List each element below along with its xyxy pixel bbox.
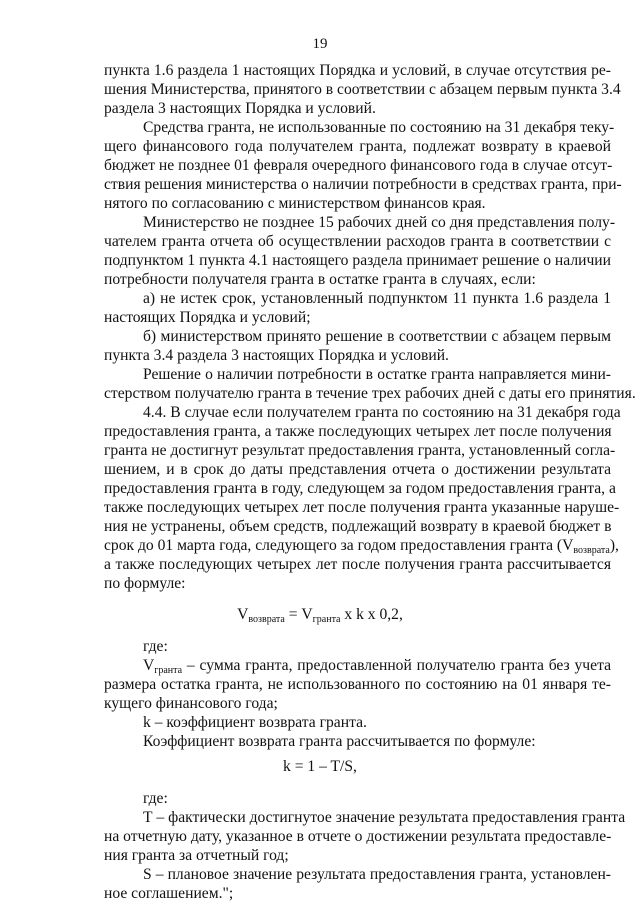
text-line: кущего финансового года; <box>104 695 278 712</box>
text-line: шения Министерства, принятого в соответствии с абзацем первым пункта 3.4 <box>104 81 621 98</box>
text-line: k – коэффициент возврата гранта. <box>143 714 367 731</box>
text-line: пункта 1.6 раздела 1 настоящих Порядка и условий, в случае отсутствия ре- <box>104 62 611 79</box>
text-line: гранта не достигнут результат предоставления гранта, установленный согла- <box>104 442 616 459</box>
text-line: бюджет не позднее 01 февраля очередного финансового года в случае отсут- <box>104 157 613 174</box>
text-line: размера остатка гранта, не использованного по состоянию на 01 января те- <box>104 676 611 693</box>
text-line: ное соглашением."; <box>104 885 234 902</box>
text-line: стерством получателю гранта в течение трех рабочих дней с даты его принятия. <box>104 385 636 402</box>
text-line: $V_{гранта}$ – сумма гранта, предоставленной получателю гранта без учета <box>143 657 611 676</box>
formula-coefficient: k = 1 – T/S, <box>283 758 357 775</box>
text-line: щего финансового года получателем гранта, подлежат возврату в краевой <box>104 138 611 155</box>
text-line: потребности получателя гранта в остатке гранта в случаях, если: <box>104 271 536 288</box>
text-line: также последующих четырех лет после получения гранта указанные наруше- <box>104 499 620 516</box>
text-line: ния не устранены, объем средств, подлежащий возврату в краевой бюджет в <box>104 518 612 535</box>
text-line: Министерство не позднее 15 рабочих дней со дня представления полу- <box>143 214 616 231</box>
text-line: ния гранта за отчетный год; <box>104 847 289 864</box>
text-line: раздела 3 настоящих Порядка и условий. <box>104 100 376 117</box>
text-line: шением, и в срок до даты представления отчета о достижении результата <box>104 461 611 478</box>
text-line: чателем гранта отчета об осуществлении расходов гранта в соответствии с <box>104 233 611 250</box>
text-line: настоящих Порядка и условий; <box>104 309 311 326</box>
text-line: срок до 01 марта года, следующего за годом предоставления гранта $(V_{возврата})$, <box>104 537 619 556</box>
text-line: подпунктом 1 пункта 4.1 настоящего раздела принимает решение о наличии <box>104 252 611 269</box>
text-line: б) министерством принято решение в соответствии с абзацем первым <box>143 328 611 345</box>
where-label: где: <box>143 638 168 655</box>
text-line: Коэффициент возврата гранта рассчитывается по формуле: <box>143 733 536 750</box>
text-line: S – плановое значение результата предоставления гранта, установлен- <box>143 866 611 883</box>
where-label: где: <box>143 790 168 807</box>
text-line: пункта 3.4 раздела 3 настоящих Порядка и условий. <box>104 347 449 364</box>
text-line: ствия решения министерства о наличии потребности в средствах гранта, при- <box>104 176 622 193</box>
text-line: Решение о наличии потребности в остатке гранта направляется мини- <box>143 366 611 383</box>
text-line: по формуле: <box>104 575 186 592</box>
text-line: 4.4. В случае если получателем гранта по состоянию на 31 декабря года <box>143 404 621 421</box>
text-line: предоставления гранта, а также последующих четырех лет после получения <box>104 423 612 440</box>
formula-return-volume: $V_{возврата} = V_{гранта}$ х k х 0,2, <box>237 606 403 625</box>
text-line: а) не истек срок, установленный подпунктом 11 пункта 1.6 раздела 1 <box>143 290 611 307</box>
text-line: нятого по согласованию с министерством финансов края. <box>104 195 486 212</box>
text-line: а также последующих четырех лет после получения гранта рассчитывается <box>104 556 611 573</box>
text-line: на отчетную дату, указанное в отчете о достижении результата предоставле- <box>104 828 612 845</box>
text-line: предоставления гранта в году, следующем за годом предоставления гранта, а <box>104 480 616 497</box>
text-line: Средства гранта, не использованные по состоянию на 31 декабря теку- <box>143 119 615 136</box>
text-line: Т – фактически достигнутое значение результата предоставления гранта <box>143 809 626 826</box>
page-number: 19 <box>312 36 328 52</box>
